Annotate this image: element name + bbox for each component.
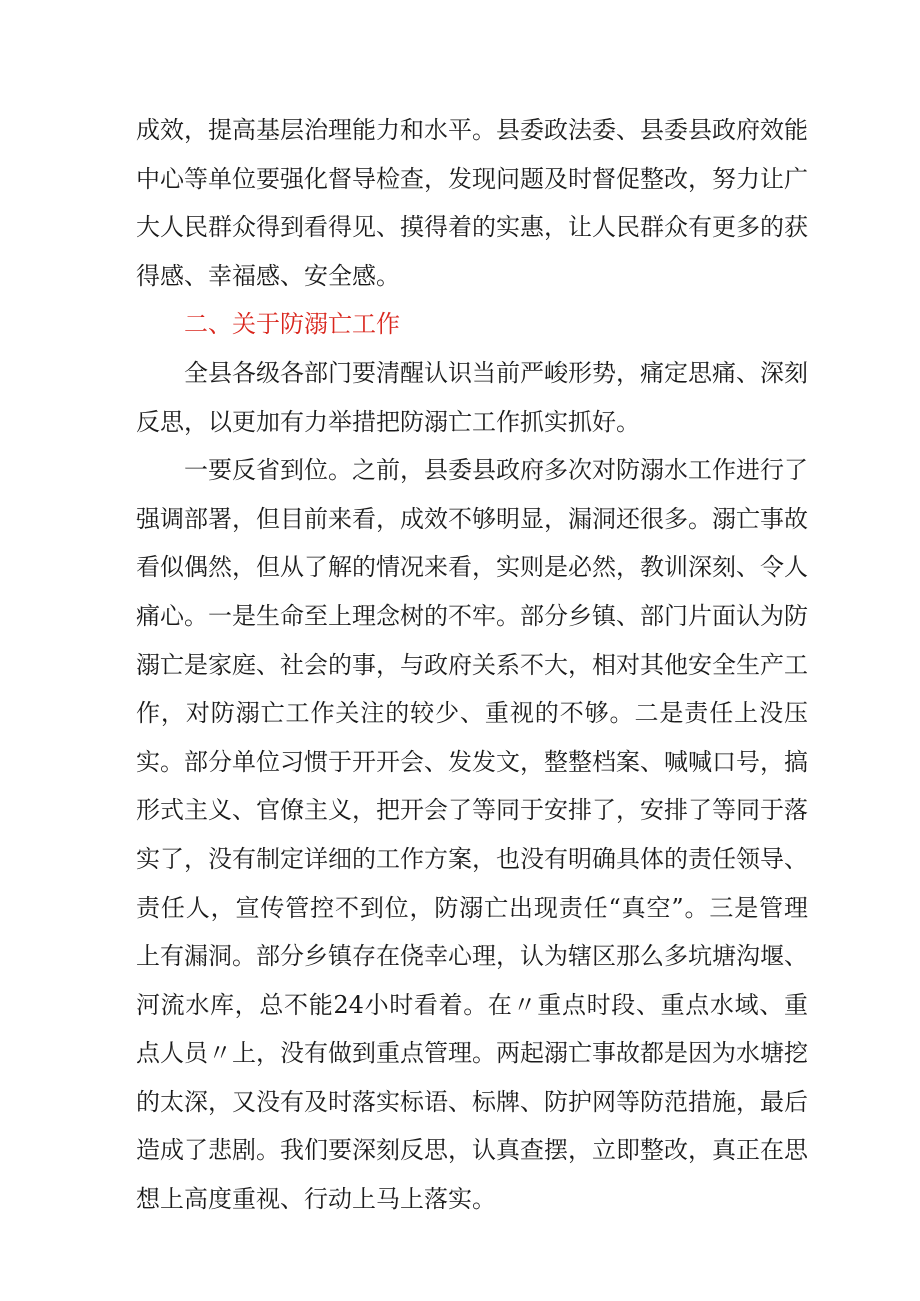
document-page: [136, 106, 808, 1224]
paragraph-reflection: 一要反省到位。之前，县委县政府多次对防溺水工作进行了强调部署，但目前来看，成效不够明显，漏洞还很多。溺亡事故看似偶然，但从了解的情况来看，实则是必然，教训深刻、令人痛心。一是生命至上理念树的不牢。部分乡镇、部门片面认为防溺亡是家庭、社会的事，与政府关系不大，相对其他安全生产工作，对防溺亡工作关注的较少、重视的不够。二是责任上没压实。部分单位习惯于开开会、发发文，整整档案、喊喊口号，搞形式主义、官僚主义，把开会了等同于安排了，安排了等同于落实了，没有制定详细的工作方案，也没有明确具体的责任领导、责任人，宣传管控不到位，防溺亡出现责任“真空”。三是管理上有漏洞。部分乡镇存在侥幸心理，认为辖区那么多坑塘沟堰、河流水库，总不能24小时看着。在〃重点时段、重点水域、重点人员〃上，没有做到重点管理。两起溺亡事故都是因为水塘挖的太深，又没有及时落实标语、标牌、防护网等防范措施，最后造成了悲剧。我们要深刻反思，认真查摆，立即整改，真正在思想上高度重视、行动上马上落实。: [136, 456, 808, 1214]
paragraph-intro: 全县各级各部门要清醒认识当前严峻形势，痛定思痛、深刻反思，以更加有力举措把防溺亡工作抓实抓好。: [136, 358, 808, 436]
paragraph-continuation: 成效，提高基层治理能力和水平。县委政法委、县委县政府效能中心等单位要强化督导检查，发现问题及时督促整改，努力让广大人民群众得到看得见、摸得着的实惠，让人民群众有更多的获得感、幸福感、安全感。: [136, 116, 808, 290]
section-heading: 二、关于防溺亡工作: [184, 310, 400, 339]
